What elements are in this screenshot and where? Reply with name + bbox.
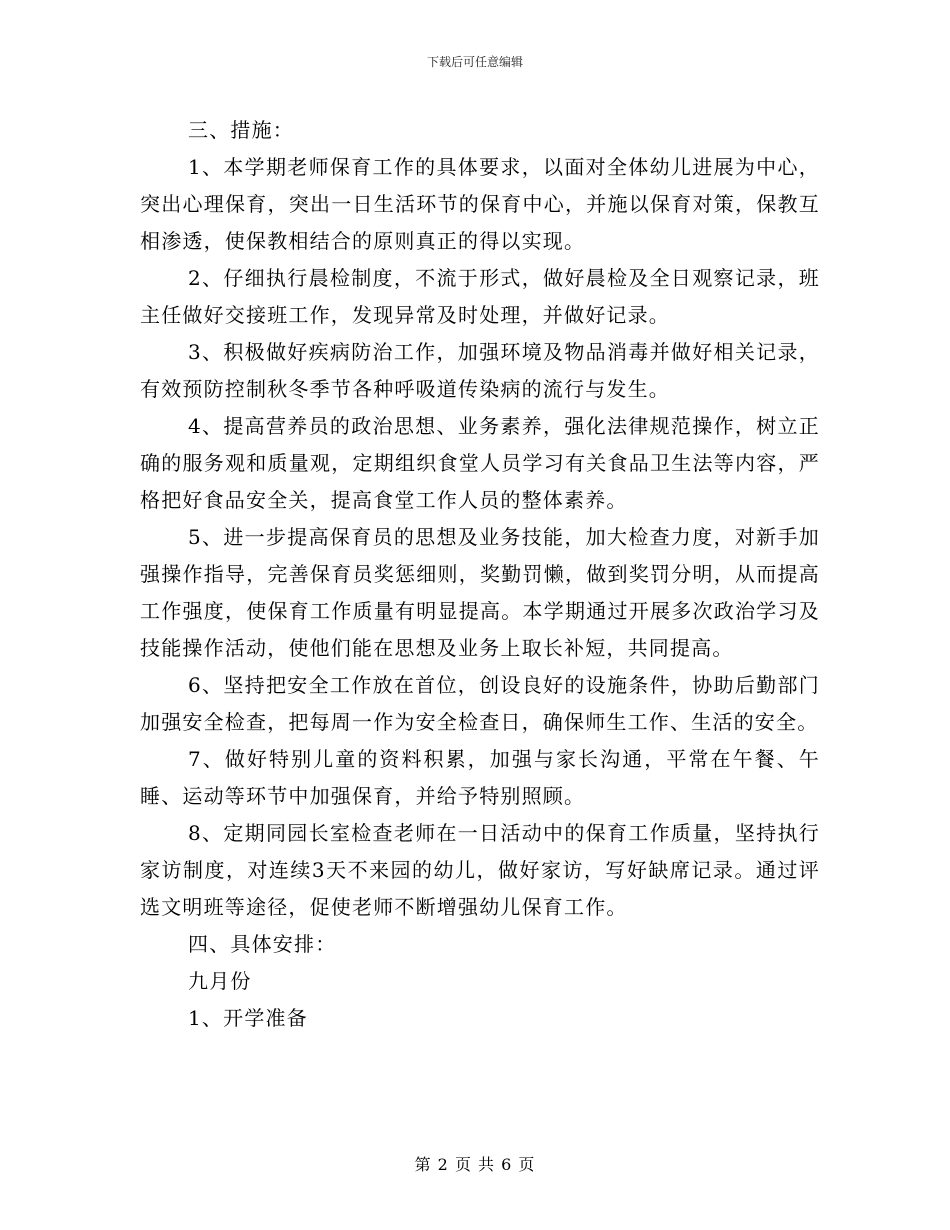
page-footer: 第 2 页 共 6 页 xyxy=(414,1155,536,1174)
paragraph-item-8: 8、定期同园长室检查老师在一日活动中的保育工作质量，坚持执行家访制度，对连续3天不来园的幼儿，做好家访，写好缺席记录。通过评选文明班等途径，促使老师不断增强幼儿保育工作。 xyxy=(140,821,820,919)
month-heading-september: 九月份 xyxy=(188,969,252,993)
paragraph-item-5: 5、进一步提高保育员的思想及业务技能，加大检查力度，对新手加强操作指导，完善保育员奖惩细则，奖勤罚懒，做到奖罚分明，从而提高工作强度，使保育工作质量有明显提高。本学期通过开展多次政治学习及技能操作活动，使他们能在思想及业务上取长补短，共同提高。 xyxy=(140,525,820,660)
document-body xyxy=(140,112,820,1037)
section-heading-schedule: 四、具体安排： xyxy=(188,932,337,956)
paragraph-item-7: 7、做好特别儿童的资料积累，加强与家长沟通，平常在午餐、午睡、运动等环节中加强保育，并给予特别照顾。 xyxy=(140,747,820,808)
paragraph-item-1: 1、本学期老师保育工作的具体要求，以面对全体幼儿进展为中心，突出心理保育，突出一日生活环节的保育中心，并施以保育对策，保教互相渗透，使保教相结合的原则真正的得以实现。 xyxy=(140,155,820,253)
paragraph-item-6: 6、坚持把安全工作放在首位，创设良好的设施条件，协助后勤部门加强安全检查，把每周一作为安全检查日，确保师生工作、生活的安全。 xyxy=(140,673,820,734)
paragraph-item-4: 4、提高营养员的政治思想、业务素养，强化法律规范操作，树立正确的服务观和质量观，定期组织食堂人员学习有关食品卫生法等内容，严格把好食品安全关，提高食堂工作人员的整体素养。 xyxy=(140,414,820,512)
page-header: 下载后可任意编辑 xyxy=(426,55,523,69)
paragraph-item-3: 3、积极做好疾病防治工作，加强环境及物品消毒并做好相关记录，有效预防控制秋冬季节各种呼吸道传染病的流行与发生。 xyxy=(140,340,820,401)
section-heading-measures: 三、措施： xyxy=(188,118,294,142)
paragraph-item-2: 2、仔细执行晨检制度，不流于形式，做好晨检及全日观察记录，班主任做好交接班工作，发现异常及时处理，并做好记录。 xyxy=(140,266,820,327)
schedule-item-1: 1、开学准备 xyxy=(188,1006,308,1030)
